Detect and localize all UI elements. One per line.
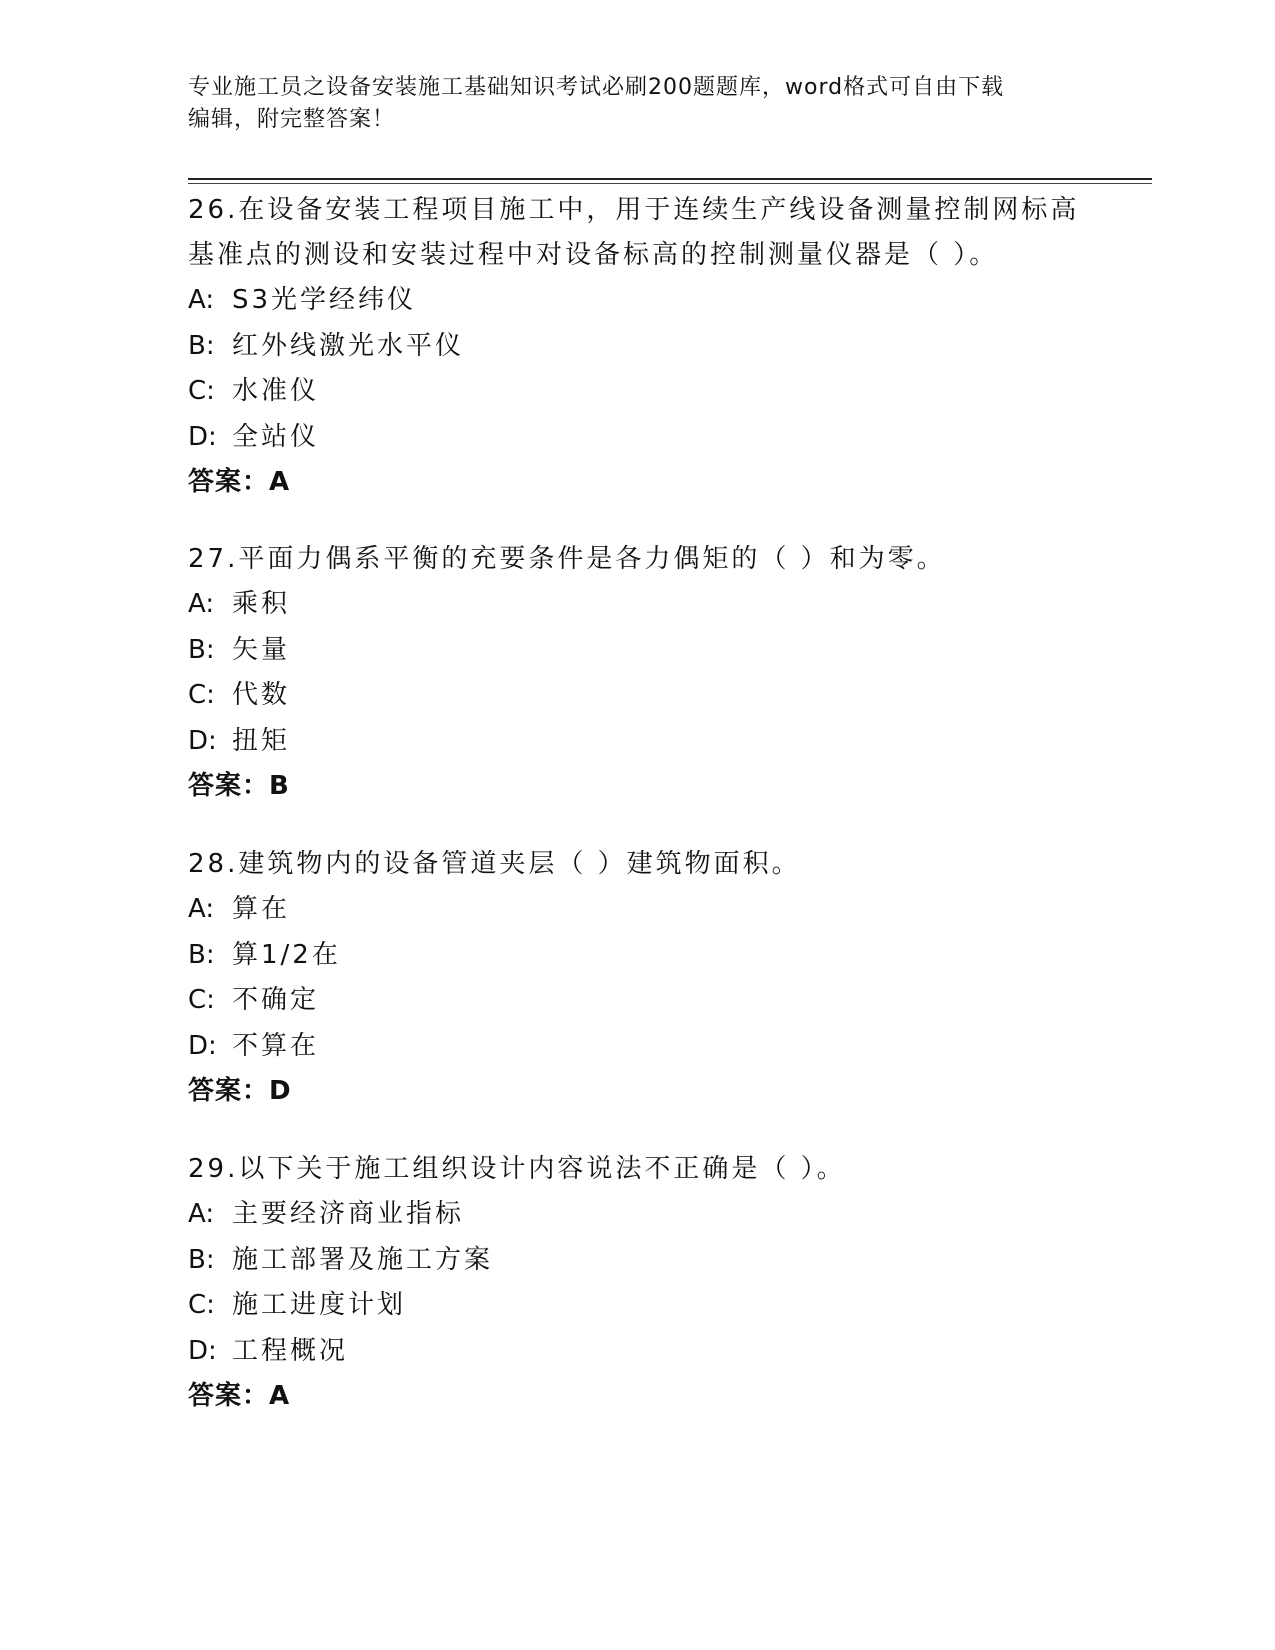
option-b (188, 324, 1088, 370)
option-letter: A: (188, 285, 215, 315)
option-text: 水准仪 (232, 376, 320, 406)
option-text: 施工进度计划 (232, 1290, 407, 1320)
option-letter: C: (188, 985, 215, 1015)
header-title-line-1: 专业施工员之设备安装施工基础知识考试必刷200题题库，word格式可自由下载 (188, 75, 1005, 100)
option-c (188, 1283, 1088, 1329)
question-28 (188, 842, 1088, 1114)
option-d (188, 719, 1088, 765)
option-text: 算在 (232, 894, 291, 924)
question-26 (188, 188, 1088, 505)
option-letter: C: (188, 376, 215, 406)
option-d (188, 1329, 1088, 1375)
answer-label: 答案：A (188, 467, 291, 497)
option-text: 红外线激光水平仪 (232, 330, 465, 361)
option-text: S3光学经纬仪 (232, 285, 417, 315)
option-letter: B: (188, 634, 215, 665)
answer-label: 答案：B (188, 771, 290, 801)
question-29 (188, 1147, 1088, 1419)
option-text: 施工部署及施工方案 (232, 1244, 494, 1275)
option-text: 乘积 (232, 589, 291, 619)
option-letter: D: (188, 1030, 217, 1061)
option-a (188, 582, 1088, 628)
option-a (188, 887, 1088, 933)
option-letter: A: (188, 589, 215, 619)
document-header (188, 72, 1088, 136)
option-a (188, 1192, 1088, 1238)
question-stem: 27.平面力偶系平衡的充要条件是各力偶矩的（ ）和为零。 (188, 544, 946, 574)
option-a (188, 278, 1088, 324)
option-text: 不确定 (232, 985, 320, 1015)
option-c (188, 369, 1088, 415)
option-letter: C: (188, 1290, 215, 1320)
option-text: 算1/2在 (232, 939, 341, 970)
option-letter: A: (188, 1199, 215, 1229)
option-text: 不算在 (232, 1030, 320, 1061)
option-c (188, 978, 1088, 1024)
option-letter: D: (188, 1335, 217, 1366)
option-d (188, 415, 1088, 461)
option-b (188, 628, 1088, 674)
option-letter: B: (188, 1244, 215, 1275)
option-letter: C: (188, 680, 215, 710)
option-letter: D: (188, 421, 217, 452)
option-b (188, 1238, 1088, 1284)
option-b (188, 933, 1088, 979)
option-text: 主要经济商业指标 (232, 1199, 465, 1229)
question-27 (188, 537, 1088, 809)
header-title-line-2: 编辑，附完整答案！ (188, 107, 396, 132)
question-stem: 28.建筑物内的设备管道夹层（ ）建筑物面积。 (188, 849, 801, 879)
option-text: 扭矩 (232, 725, 291, 756)
option-text: 矢量 (232, 634, 291, 665)
option-d (188, 1024, 1088, 1070)
option-text: 代数 (232, 680, 291, 710)
question-stem: 29.以下关于施工组织设计内容说法不正确是（ ）。 (188, 1154, 846, 1184)
answer-label: 答案：D (188, 1076, 292, 1106)
header-divider-thick (188, 178, 1152, 180)
question-stem: 26.在设备安装工程项目施工中，用于连续生产线设备测量控制网标高基准点的测设和安装过程中对设备标高的控制测量仪器是（ ）。 (188, 195, 1080, 270)
option-text: 全站仪 (232, 421, 320, 452)
option-c (188, 673, 1088, 719)
option-letter: A: (188, 894, 215, 924)
option-letter: B: (188, 330, 215, 361)
option-text: 工程概况 (232, 1335, 349, 1366)
option-letter: B: (188, 939, 215, 970)
option-letter: D: (188, 725, 217, 756)
header-divider-thin (188, 183, 1152, 184)
answer-label: 答案：A (188, 1381, 291, 1411)
